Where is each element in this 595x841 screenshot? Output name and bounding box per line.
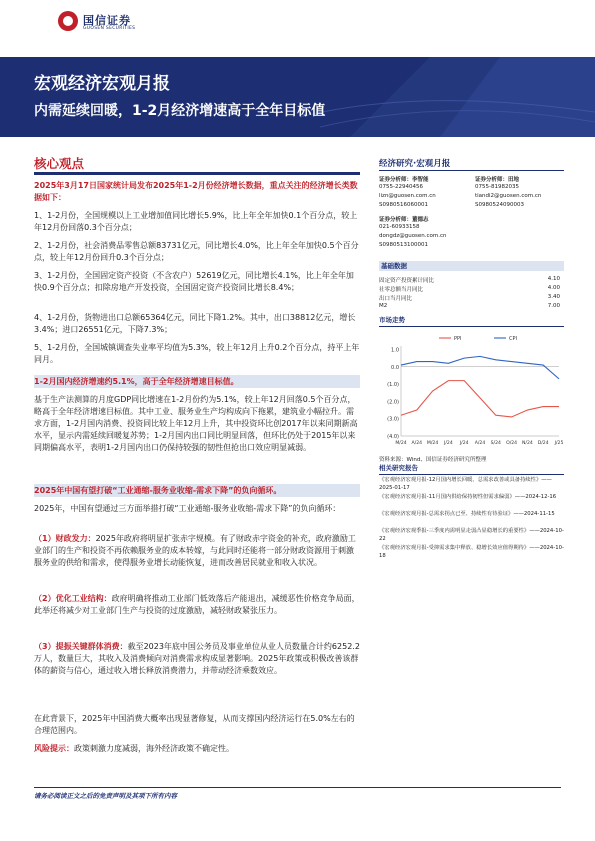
- basic-data-title: 基础数据: [379, 261, 564, 271]
- y-tick-label: 0.0: [391, 364, 399, 371]
- y-tick-label: (2.0): [387, 399, 399, 406]
- measure-industry: [34, 593, 360, 617]
- related-report-3[interactable]: 《宏观经济宏观月报-总需求拐点已至、持续性有待验证》——2024-11-15: [379, 511, 555, 517]
- analyst-2-cert: S0980524090003: [475, 202, 524, 208]
- metric-value: 4.00: [547, 285, 560, 291]
- metric-value: 7.00: [547, 303, 560, 309]
- chart-source: 资料来源：Wind、国信证券经济研究所整理: [379, 457, 487, 463]
- x-tick-label: J/24: [444, 441, 453, 446]
- risk-paragraph: [34, 743, 360, 755]
- y-tick-label: 1.0: [391, 347, 399, 354]
- x-tick-label: M/24: [426, 441, 439, 446]
- risk-label: 风险提示：: [34, 744, 74, 753]
- guosen-logo: [58, 11, 148, 37]
- market-trend-title: 市场走势: [379, 316, 405, 324]
- analyst-2-phone: 0755-81982035: [475, 184, 519, 190]
- sidebar: [379, 157, 564, 577]
- measure-consumption: [34, 641, 360, 677]
- legend-label: PPI: [454, 336, 462, 342]
- report-subtitle: 内需延续回暖，1-2月经济增速高于全年目标值: [34, 103, 326, 119]
- core-view-title: 核心观点: [34, 156, 85, 171]
- measure-industry-label: （2）优化工业结构：: [34, 594, 112, 603]
- metric-row: [379, 303, 564, 309]
- data-item-4: 4、1-2月份，货物进出口总额65364亿元，同比下降1.2%。其中，出口38812亿元，增长3.4%；进口26551亿元，下降7.3%；: [34, 313, 356, 334]
- y-tick-label: (4.0): [387, 434, 399, 440]
- analyst-2-role: 证券分析师：田地: [475, 177, 520, 183]
- x-tick-label: D/24: [537, 441, 549, 446]
- series-line-cpi: [401, 356, 559, 379]
- sidebar-divider: [379, 326, 564, 327]
- gdp-paragraph: 基于生产法测算的月度GDP同比增速在1-2月份约为5.1%，较上年12月回落0.5个百分点，略高于全年经济增速目标值。其中工业、服务业生产均构成向下拖累，建筑业小幅拉升。需求方面，1-2月国内消费、投资同比较上年12月上升，其中投资环比创2017年以来同期新高水平，显示内需延续回暖复苏势；1-2月国内出口同比明显回落，但环比仍处于2015年以来同期偏高水平，表明1-2月国内出口仍保持较强的韧性但抢出口效应明显减弱。: [34, 395, 358, 452]
- analyst-1-email[interactable]: lizn@guosen.com.cn: [379, 193, 436, 199]
- heading-cycle: 2025年中国有望打破“工业通缩-服务业收缩-需求下降”的负向循环。: [34, 486, 282, 495]
- y-tick-label: (3.0): [387, 416, 399, 423]
- metric-row: [379, 285, 564, 293]
- sidebar-divider: [379, 474, 564, 475]
- legend-label: CPI: [509, 336, 517, 342]
- x-tick-label: S/24: [490, 441, 501, 446]
- measure-fiscal-text: 2025年政府将明显扩张赤字规模。有了财政赤字资金的补充，政府激励工业部门的生产和投资不再依赖服务业的成本转嫁，与此同时还能将一部分财政资源用于刺激服务业的供给和需求，使得服务业增长动能恢复，进而改善居民就业和收入状况。: [34, 534, 356, 567]
- metric-label: 社零总额当月同比: [379, 287, 424, 293]
- related-report-4[interactable]: 《宏观经济宏观季报-三季度内需明显走弱凸显稳增长的重要性》——2024-10-22: [379, 528, 564, 542]
- logo-mark-icon: [58, 11, 78, 31]
- data-item-5: 5、1-2月份，全国城镇调查失业率平均值为5.3%，较上年12月上升0.2个百分点，持平上年同月。: [34, 343, 360, 364]
- risk-text: 政策刺激力度减弱，海外经济政策不确定性。: [74, 744, 234, 753]
- metric-row: [379, 276, 564, 284]
- analyst-3-cert: S0980513100001: [379, 242, 428, 248]
- x-tick-label: A/24: [411, 441, 423, 446]
- measure-consumption-text: 截至2023年底中国公务员及事业单位从业人员数量合计约6252.2万人，数量巨大，其收入及消费倾向对消费需求构成显著影响。2025年政策或积极改善该群体的薪资与信心，通过收入增长释放消费潜力，并带动经济乘数效应。: [34, 642, 360, 675]
- logo-text-en: GUOSEN SECURITIES: [83, 26, 136, 31]
- logo-text-cn: 国信证券: [83, 14, 131, 27]
- measure-fiscal-label: （1）财政发力：: [34, 534, 96, 543]
- measure-industry-text: 政府明确将推动工业部门低效落后产能退出，减缓恶性价格竞争局面，此举还将减少对工业部门生产与投资的过度激励，减轻财政紧张压力。: [34, 594, 360, 615]
- measure-consumption-label: （3）提振关键群体消费：: [34, 642, 128, 651]
- data-item-2: 2、1-2月份，社会消费品零售总额83731亿元，同比增长4.0%，比上年全年加快0.5个百分点，较上年12月份回升0.3个百分点；: [34, 241, 359, 262]
- analyst-1-role: 证券分析师：李智能: [379, 177, 429, 183]
- related-report-1[interactable]: 《宏观经济宏观月报-12月国内增长回暖、总需求改善或具备持续性》——2025-01-17: [379, 477, 552, 491]
- series-line-ppi: [401, 381, 559, 417]
- section-divider: [34, 172, 360, 175]
- footer-divider: [34, 787, 561, 788]
- lead-paragraph: 2025年3月17日国家统计局发布2025年1-2月份经济增长数据，重点关注的经济增长类数据如下：: [34, 181, 358, 202]
- heading-gdp: 1-2月国内经济增速约5.1%，高于全年经济增速目标值。: [34, 377, 239, 386]
- related-research-title: 相关研究报告: [379, 464, 418, 472]
- core-view-body: [34, 180, 360, 780]
- analyst-2-email[interactable]: tiandi2@guosen.com.cn: [475, 193, 542, 199]
- x-tick-label: O/24: [506, 441, 518, 446]
- outlook-paragraph: 在此背景下，2025年中国消费大概率出现显著修复，从而支撑国内经济运行在5.0%左右的合理范围内。: [34, 714, 355, 735]
- analyst-3-phone: 021-60933158: [379, 224, 420, 230]
- report-title: 宏观经济宏观月报: [34, 74, 170, 94]
- metric-label: M2: [379, 303, 388, 309]
- metric-row: [379, 294, 564, 302]
- x-tick-label: N/24: [521, 441, 533, 446]
- sidebar-divider: [379, 170, 564, 171]
- metric-label: 出口当月同比: [379, 296, 413, 302]
- analyst-1-phone: 0755-22940456: [379, 184, 423, 190]
- x-tick-label: J/25: [554, 441, 564, 446]
- metric-value: 3.40: [547, 294, 560, 300]
- report-category: 经济研究·宏观月报: [379, 159, 451, 169]
- analyst-1-cert: S0980516060001: [379, 202, 428, 208]
- metric-label: 固定资产投资累计同比: [379, 278, 435, 284]
- y-tick-label: (1.0): [387, 382, 399, 389]
- measure-fiscal: [34, 533, 360, 569]
- analyst-3-email[interactable]: dongdz@guosen.com.cn: [379, 233, 447, 239]
- footer-disclaimer: 请务必阅读正文之后的免责声明及其项下所有内容: [34, 792, 177, 800]
- metric-value: 4.10: [547, 276, 560, 282]
- x-tick-label: J/24: [459, 441, 469, 446]
- related-report-2[interactable]: 《宏观经济宏观月报-11月国内供给保持韧性但需求偏弱》——2024-12-16: [379, 494, 557, 500]
- x-tick-label: M/24: [395, 441, 407, 446]
- data-item-3: 3、1-2月份，全国固定资产投资（不含农户）52619亿元，同比增长4.1%，比上年全年加快0.9个百分点；扣除房地产开发投资，全国固定资产投资同比增长8.4%；: [34, 271, 354, 292]
- data-item-1: 1、1-2月份，全国规模以上工业增加值同比增长5.9%，比上年全年加快0.1个百分点，较上年12月份回落0.3个百分点；: [34, 211, 358, 232]
- ppi-cpi-chart: [379, 332, 564, 452]
- analyst-3-role: 证券分析师：董德志: [379, 217, 429, 223]
- cycle-paragraph: 2025年，中国有望通过三方面举措打破“工业通缩-服务业收缩-需求下降”的负向循环：: [34, 504, 341, 513]
- related-report-5[interactable]: 《宏观经济宏观月报-受抑需求集中释放、稳增长效应值得期待》——2024-10-18: [379, 545, 564, 559]
- x-tick-label: A/24: [474, 441, 486, 446]
